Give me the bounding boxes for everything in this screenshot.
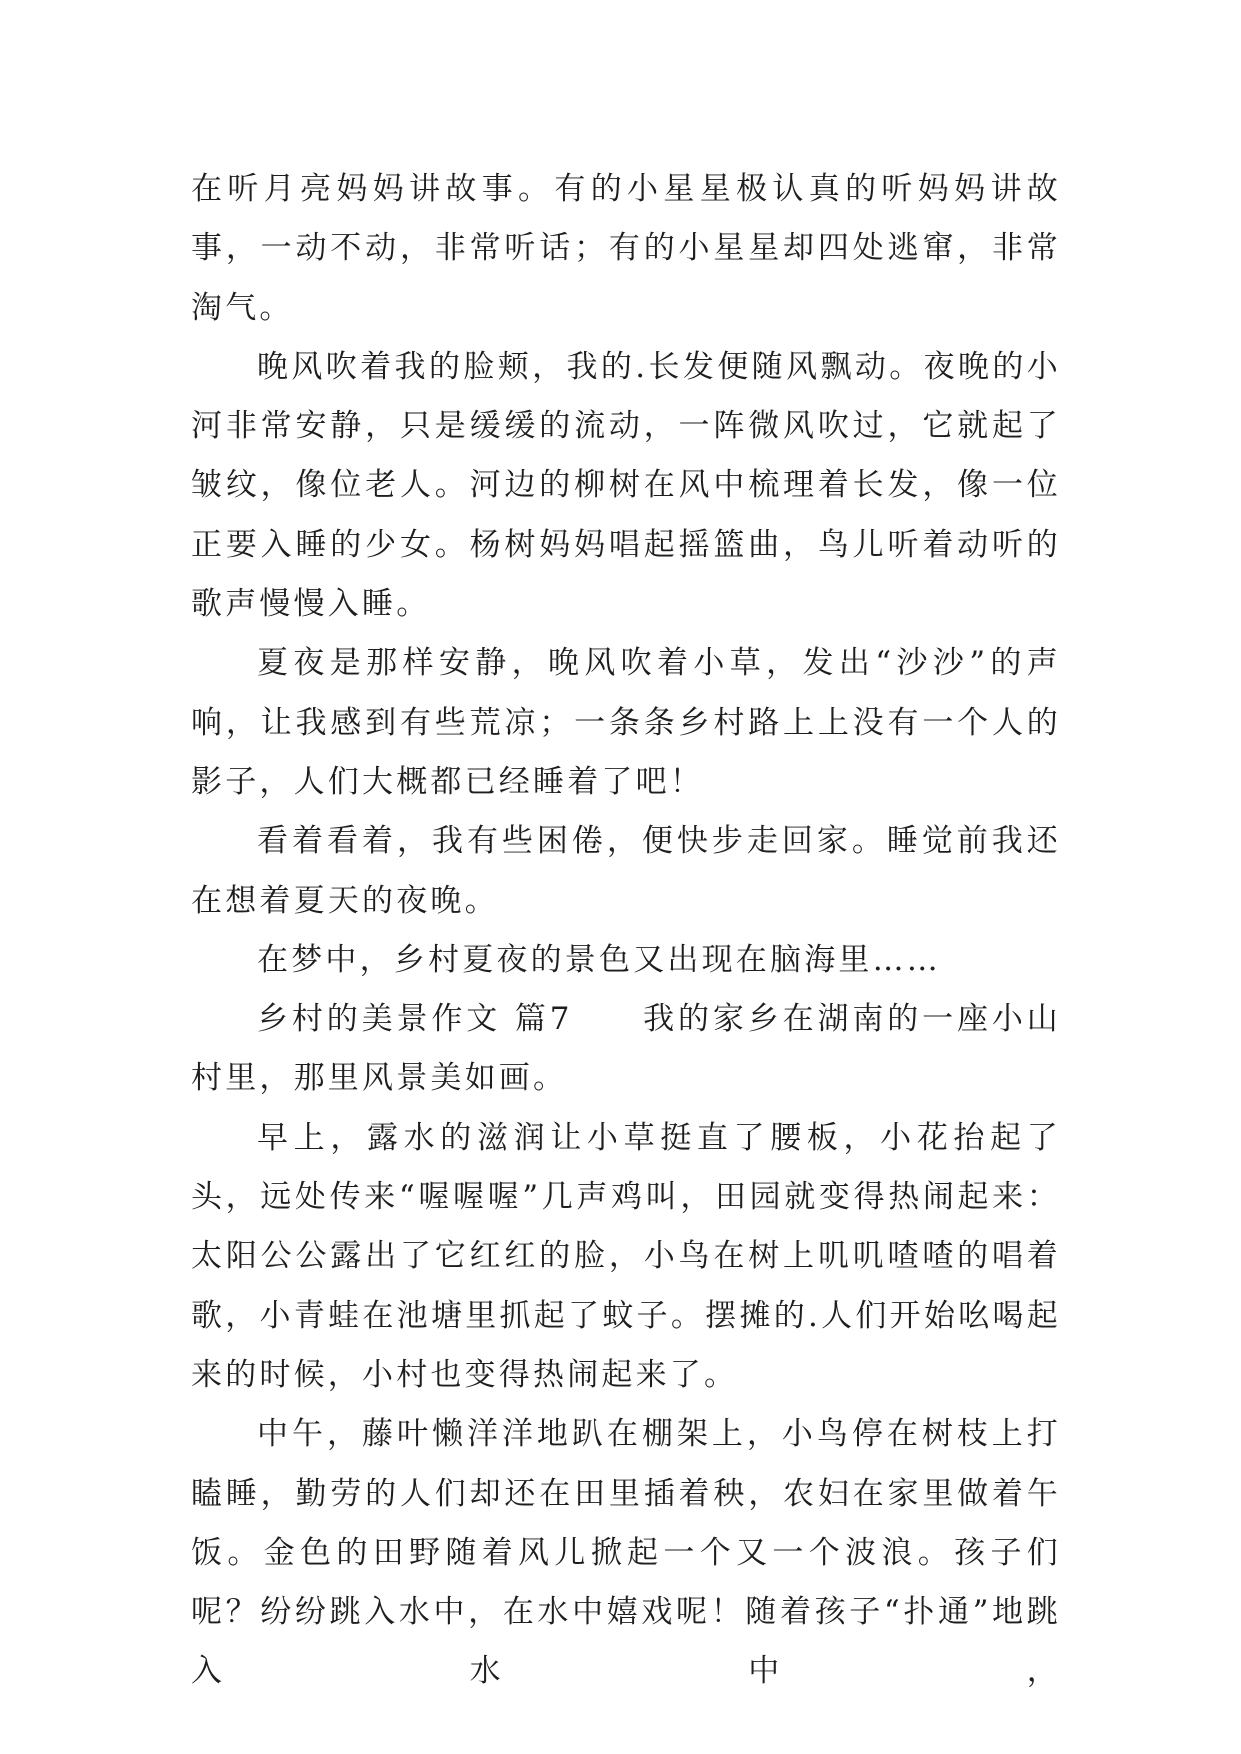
paragraph-6: 早上，露水的滋润让小草挺直了腰板，小花抬起了头，远处传来“喔喔喔”几声鸡叫，田园就变得热闹起来：太阳公公露出了它红红的脸，小鸟在树上叽叽喳喳的唱着歌，小青蛙在池塘里抓起了蚊子。摆摊的.人们开始吆喝起来的时候，小村也变得热闹起来了。 <box>191 1119 1061 1393</box>
section-heading-paragraph: 乡村的美景作文 篇7 我的家乡在湖南的一座小山村里，那里风景美如画。 <box>191 1001 1061 1097</box>
paragraph-3: 夏夜是那样安静，晚风吹着小草，发出“沙沙”的声响，让我感到有些荒凉；一条条乡村路上上没有一个人的影子，人们大概都已经睡着了吧！ <box>191 645 1061 800</box>
paragraph-5: 在梦中，乡村夏夜的景色又出现在脑海里…… <box>257 941 941 978</box>
paragraph-1: 在听月亮妈妈讲故事。有的小星星极认真的听妈妈讲故事，一动不动，非常听话；有的小星星却四处逃窜，非常淘气。 <box>191 171 1061 326</box>
paragraph-2: 晚风吹着我的脸颊，我的.长发便随风飘动。夜晚的小河非常安静，只是缓缓的流动，一阵微风吹过，它就起了皱纹，像位老人。河边的柳树在风中梳理着长发，像一位正要入睡的少女。杨树妈妈唱起摇篮曲，鸟儿听着动听的歌声慢慢入睡。 <box>191 348 1061 623</box>
paragraph-7: 中午，藤叶懒洋洋地趴在棚架上，小鸟停在树枝上打瞌睡，勤劳的人们却还在田里插着秧，农妇在家里做着午饭。金色的田野随着风儿掀起一个又一个波浪。孩子们呢？纷纷跳入水中，在水中嬉戏呢！随着孩子“扑通”地跳入水中， <box>191 1416 1061 1690</box>
paragraph-4: 看着看着，我有些困倦，便快步走回家。睡觉前我还在想着夏天的夜晚。 <box>191 823 1061 919</box>
document-body <box>191 160 1061 1702</box>
